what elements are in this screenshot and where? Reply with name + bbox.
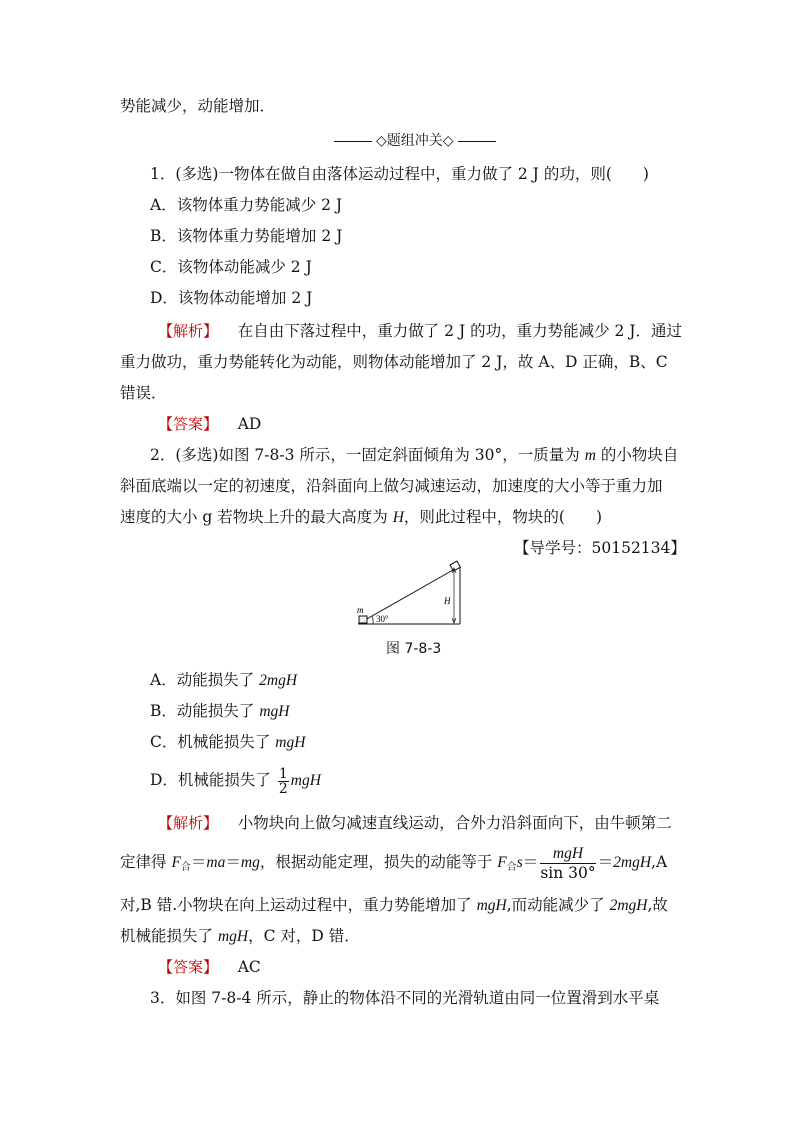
q1-option-b: B．该物体重力势能增加 2 J xyxy=(150,227,343,245)
q2-stem-3b: ，则此过程中，物块的( ) xyxy=(403,508,603,526)
q1-option-d: D．该物体动能增加 2 J xyxy=(150,289,313,307)
l2-f: ＝ xyxy=(597,853,614,871)
l2-a: 定律得 xyxy=(120,853,172,871)
l2-ma: ma xyxy=(206,854,226,871)
q2-option-c-value: mgH xyxy=(275,734,306,751)
q1-option-c: C．该物体动能减少 2 J xyxy=(150,258,312,276)
q2-stem-height: H xyxy=(392,509,404,526)
l3-b: ,而动能减少了 xyxy=(506,896,610,914)
q2-stem-1b: 的小物块自 xyxy=(595,446,679,464)
q1-analysis-line1 xyxy=(158,321,682,341)
l2-fraction xyxy=(540,845,595,882)
l2-fraction-num: mgH xyxy=(540,845,595,864)
fraction-numerator: 1 xyxy=(278,765,288,782)
q2-analysis-line3 xyxy=(120,895,668,916)
q2-stem-line2: 斜面底端以一定的初速度，沿斜面向上做匀减速运动，加速度的大小等于重力加 xyxy=(120,477,663,495)
q2-option-c-prefix: C．机械能损失了 xyxy=(150,733,276,751)
q2-analysis-line1 xyxy=(158,813,672,833)
block-top xyxy=(450,561,460,571)
l3-c: ,故 xyxy=(647,896,668,914)
q1-analysis-line2: 重力做功，重力势能转化为动能，则物体动能增加了 2 J，故 A、D 正确，B、C xyxy=(120,353,668,371)
q2-stem-line1 xyxy=(150,445,678,466)
q1-option-a: A．该物体重力势能减少 2 J xyxy=(150,196,343,214)
q1-answer: AD xyxy=(237,415,262,433)
q2-option-a xyxy=(150,670,297,691)
l3-v2: 2mgH xyxy=(609,897,648,914)
l2-result: 2mgH xyxy=(613,854,652,871)
l3-a: 对,B 错.小物块在向上运动过程中，重力势能增加了 xyxy=(120,896,477,914)
l2-fraction-den: sin 30° xyxy=(540,863,596,882)
intro-tail-text: 势能减少，动能增加． xyxy=(120,97,276,115)
q2-option-d xyxy=(150,763,321,798)
q2-analysis-line4 xyxy=(120,926,360,947)
l2-g: ,A xyxy=(651,853,668,871)
figure-label-angle: 30° xyxy=(376,614,389,624)
figure-caption: 图 7-8-3 xyxy=(386,641,442,657)
l3-v1: mgH xyxy=(476,897,507,914)
l2-b: ＝ xyxy=(190,853,207,871)
q2-stem-3a: 速度的大小 g 若物块上升的最大高度为 xyxy=(120,508,393,526)
figure-label-h: H xyxy=(444,596,451,606)
fraction-denominator: 2 xyxy=(278,780,288,797)
incline-figure xyxy=(350,560,470,630)
figure-label-m: m xyxy=(357,605,364,615)
q2-option-d-fraction xyxy=(278,767,289,796)
q1-analysis-line3: 错误． xyxy=(120,384,167,402)
section-header-title: 题组冲关 xyxy=(386,133,443,149)
l2-mg: mg xyxy=(240,854,260,871)
incline-slope xyxy=(358,566,460,624)
q2-analysis-line2 xyxy=(120,843,667,887)
l4-v: mgH xyxy=(217,928,249,945)
q2-option-b-prefix: B．动能损失了 xyxy=(150,702,260,720)
q2-option-d-prefix: D．机械能损失了 xyxy=(150,771,276,789)
section-header: ◇题组冲关◇ xyxy=(330,131,500,151)
q2-option-d-value: mgH xyxy=(290,772,321,789)
l2-s: s xyxy=(516,854,523,871)
q2-option-a-value: 2mgH xyxy=(259,672,298,689)
q2-guide-number: 【导学号：50152134】 xyxy=(514,539,686,557)
q1-analysis-label: 【解析】 xyxy=(158,322,219,340)
q3-stem-line1: 3．如图 7-8-4 所示，静止的物体沿不同的光滑轨道由同一位置滑到水平桌 xyxy=(150,989,660,1007)
q2-stem-1a: 2．(多选)如图 7-8-3 所示，一固定斜面倾角为 30°，一质量为 xyxy=(150,446,585,464)
q2-answer-label: 【答案】 xyxy=(158,958,219,976)
l4-b: ，C 对，D 错． xyxy=(248,927,360,945)
l2-force: F xyxy=(171,854,181,871)
q2-answer-line xyxy=(158,957,261,977)
block-bottom xyxy=(359,616,367,623)
l4-a: 机械能损失了 xyxy=(120,927,218,945)
q2-analysis-label: 【解析】 xyxy=(158,814,219,832)
q2-option-c xyxy=(150,732,305,753)
header-rule-left xyxy=(334,141,372,142)
header-rule-right xyxy=(458,141,496,142)
l2-d: ，根据动能定理，损失的动能等于 xyxy=(259,853,498,871)
l2-force-sub: 合 xyxy=(180,862,191,873)
l2-c: ＝ xyxy=(225,853,241,871)
l2-e: ＝ xyxy=(522,853,539,871)
q1-answer-line xyxy=(158,414,261,434)
q2-option-b xyxy=(150,701,289,722)
l2-force2: F xyxy=(497,854,507,871)
q2-stem-line3 xyxy=(120,507,602,528)
q2-option-b-value: mgH xyxy=(259,703,290,720)
q1-answer-label: 【答案】 xyxy=(158,415,219,433)
angle-arc xyxy=(372,616,373,624)
l2-force2-sub: 合 xyxy=(506,862,517,873)
q1-stem: 1．(多选)一物体在做自由落体运动过程中，重力做了 2 J 的功，则( ) xyxy=(150,165,649,183)
q1-analysis-text1: 在自由下落过程中，重力做了 2 J 的功，重力势能减少 2 J．通过 xyxy=(237,322,683,340)
q2-answer: AC xyxy=(237,958,261,976)
q2-analysis-text1: 小物块向上做匀减速直线运动，合外力沿斜面向下，由牛顿第二 xyxy=(237,814,672,832)
q2-stem-mass: m xyxy=(584,447,596,464)
q2-option-a-prefix: A．动能损失了 xyxy=(150,671,260,689)
